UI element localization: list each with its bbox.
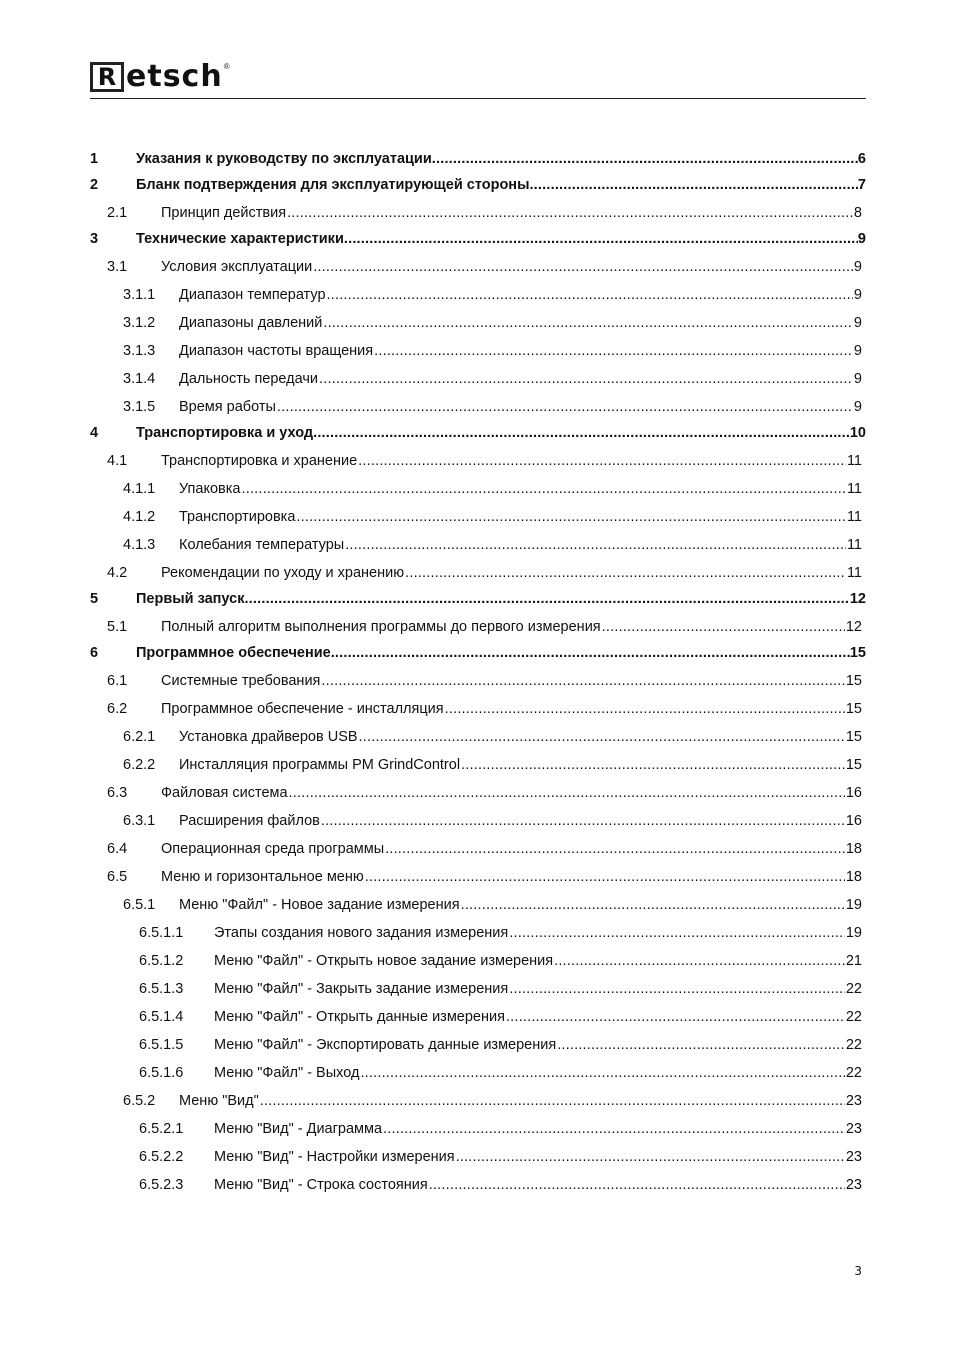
toc-entry[interactable] [90, 607, 866, 635]
toc-entry-number: 4.1 [107, 453, 128, 469]
toc-entry-page: 11 [846, 481, 862, 497]
toc-dot-leader [405, 565, 846, 581]
toc-entry-page: 22 [845, 1009, 862, 1025]
toc-entry-number: 6.5.1.2 [139, 953, 184, 969]
toc-entry-number: 4 [90, 425, 99, 441]
page-number: 3 [854, 1264, 862, 1278]
toc-entry[interactable] [90, 717, 866, 745]
toc-entry[interactable] [90, 773, 866, 801]
toc-entry-title: Диапазон температур [179, 287, 326, 303]
logo-text: etsch [126, 59, 223, 94]
page-header [90, 60, 866, 99]
toc-entry-page: 18 [845, 841, 862, 857]
toc-entry-page: 6 [857, 151, 866, 167]
toc-entry-title: Меню "Файл" - Открыть новое задание измерения [214, 953, 554, 969]
toc-dot-leader [321, 813, 845, 829]
toc-dot-leader [323, 315, 853, 331]
toc-entry-number: 2.1 [107, 205, 128, 221]
toc-entry-number: 6.3 [107, 785, 128, 801]
toc-entry-title: Транспортировка [179, 509, 296, 525]
toc-dot-leader [287, 205, 853, 221]
toc-entry[interactable] [90, 969, 866, 997]
toc-entry[interactable] [90, 829, 866, 857]
toc-entry-page: 15 [845, 673, 862, 689]
toc-dot-leader [445, 701, 845, 717]
toc-entry[interactable] [90, 387, 866, 415]
toc-entry[interactable] [90, 141, 866, 167]
toc-entry-number: 6.5.1.1 [139, 925, 184, 941]
toc-entry[interactable] [90, 247, 866, 275]
toc-dot-leader [319, 371, 853, 387]
toc-entry[interactable] [90, 275, 866, 303]
toc-entry-number: 6.5.2.3 [139, 1177, 184, 1193]
toc-dot-leader [296, 509, 846, 525]
toc-dot-leader [506, 1009, 845, 1025]
toc-entry-page: 12 [845, 619, 862, 635]
toc-entry-number: 6.3.1 [123, 813, 156, 829]
toc-entry-title: Меню "Файл" - Выход [214, 1065, 360, 1081]
toc-entry-number: 3.1.1 [123, 287, 156, 303]
toc-entry[interactable] [90, 221, 866, 247]
toc-entry-title: Меню "Вид" - Диаграмма [214, 1121, 383, 1137]
toc-entry-page: 9 [853, 287, 862, 303]
toc-entry-page: 9 [853, 371, 862, 387]
toc-entry-number: 4.1.2 [123, 509, 156, 525]
toc-entry-page: 23 [845, 1093, 862, 1109]
toc-dot-leader [345, 537, 846, 553]
toc-entry-title: Операционная среда программы [161, 841, 385, 857]
toc-entry-number: 6.5.2 [123, 1093, 156, 1109]
toc-entry-number: 6.2.2 [123, 757, 156, 773]
toc-entry-page: 10 [849, 425, 866, 441]
toc-entry-page: 9 [853, 259, 862, 275]
toc-entry-number: 6.5.1.6 [139, 1065, 184, 1081]
toc-dot-leader [456, 1149, 845, 1165]
toc-entry-page: 23 [845, 1149, 862, 1165]
toc-entry-page: 15 [845, 757, 862, 773]
toc-dot-leader [359, 729, 845, 745]
toc-dot-leader [289, 785, 845, 801]
toc-dot-leader [358, 453, 846, 469]
toc-entry-page: 19 [845, 897, 862, 913]
toc-dot-leader [429, 1177, 845, 1193]
toc-entry-page: 15 [845, 701, 862, 717]
toc-entry[interactable] [90, 913, 866, 941]
toc-dot-leader [327, 287, 853, 303]
toc-entry-page: 23 [845, 1121, 862, 1137]
toc-dot-leader [374, 343, 853, 359]
toc-entry-page: 16 [845, 785, 862, 801]
toc-entry-page: 15 [845, 729, 862, 745]
toc-entry-title: Транспортировка и уход [136, 425, 314, 441]
toc-dot-leader [509, 981, 845, 997]
toc-entry[interactable] [90, 941, 866, 969]
toc-entry-title: Инсталляция программы PM GrindControl [179, 757, 461, 773]
toc-entry-page: 11 [846, 509, 862, 525]
toc-entry[interactable] [90, 745, 866, 773]
toc-entry-title: Меню "Файл" - Новое задание измерения [179, 897, 460, 913]
toc-entry-page: 9 [857, 231, 866, 247]
toc-dot-leader [313, 259, 853, 275]
retsch-logo [90, 59, 230, 94]
toc-entry[interactable] [90, 1109, 866, 1137]
toc-entry-number: 3 [90, 231, 99, 247]
toc-entry-number: 4.1.3 [123, 537, 156, 553]
toc-entry[interactable] [90, 801, 866, 829]
toc-entry-title: Программное обеспечение [136, 645, 331, 661]
toc-entry-number: 5.1 [107, 619, 128, 635]
toc-dot-leader [509, 925, 845, 941]
registered-mark: ® [223, 62, 230, 71]
toc-entry[interactable] [90, 1165, 866, 1193]
toc-entry-page: 21 [845, 953, 862, 969]
toc-entry-number: 3.1.4 [123, 371, 156, 387]
toc-dot-leader [360, 1065, 844, 1081]
toc-entry-number: 3.1.5 [123, 399, 156, 415]
toc-entry[interactable] [90, 193, 866, 221]
toc-entry-page: 9 [853, 399, 862, 415]
toc-entry-title: Первый запуск [136, 591, 245, 607]
toc-dot-leader [602, 619, 845, 635]
toc-dot-leader [241, 481, 845, 497]
toc-entry-number: 6.5.1.4 [139, 1009, 184, 1025]
toc-entry[interactable] [90, 359, 866, 387]
toc-entry-number: 6.1 [107, 673, 128, 689]
toc-entry[interactable] [90, 1081, 866, 1109]
toc-entry[interactable] [90, 661, 866, 689]
toc-entry[interactable] [90, 415, 866, 441]
toc-dot-leader [244, 591, 849, 607]
toc-dot-leader [277, 399, 853, 415]
toc-dot-leader [529, 177, 857, 193]
toc-entry-number: 6.5.2.1 [139, 1121, 184, 1137]
toc-entry-number: 6.2 [107, 701, 128, 717]
toc-entry-number: 2 [90, 177, 99, 193]
toc-entry-page: 12 [849, 591, 866, 607]
toc-dot-leader [365, 869, 845, 885]
toc-entry-page: 22 [845, 1037, 862, 1053]
toc-entry-title: Рекомендации по уходу и хранению [161, 565, 405, 581]
toc-entry-title: Полный алгоритм выполнения программы до первого измерения [161, 619, 601, 635]
toc-entry-title: Меню "Вид" [179, 1093, 259, 1109]
toc-entry-title: Системные требования [161, 673, 321, 689]
toc-entry-title: Меню "Вид" - Настройки измерения [214, 1149, 455, 1165]
toc-entry-title: Упаковка [179, 481, 241, 497]
toc-entry-page: 8 [853, 205, 862, 221]
toc-entry-page: 15 [849, 645, 866, 661]
toc-dot-leader [313, 425, 850, 441]
toc-entry-number: 3.1.3 [123, 343, 156, 359]
toc-entry[interactable] [90, 1025, 866, 1053]
toc-entry-number: 1 [90, 151, 99, 167]
toc-entry[interactable] [90, 885, 866, 913]
toc-entry-page: 19 [845, 925, 862, 941]
toc-entry-page: 22 [845, 981, 862, 997]
toc-entry[interactable] [90, 857, 866, 885]
toc-entry-page: 22 [845, 1065, 862, 1081]
toc-entry[interactable] [90, 635, 866, 661]
toc-entry-title: Указания к руководству по эксплуатации [136, 151, 432, 167]
toc-entry-title: Меню и горизонтальное меню [161, 869, 364, 885]
toc-entry[interactable] [90, 167, 866, 193]
toc-entry-number: 6.5.1.5 [139, 1037, 184, 1053]
logo-mark: R [90, 62, 124, 92]
toc-entry-title: Принцип действия [161, 205, 287, 221]
toc-entry-page: 11 [846, 565, 862, 581]
toc-entry-page: 9 [853, 315, 862, 331]
toc-entry-title: Диапазоны давлений [179, 315, 323, 331]
toc-entry[interactable] [90, 553, 866, 581]
toc-entry[interactable] [90, 303, 866, 331]
toc-dot-leader [321, 673, 844, 689]
toc-entry-page: 16 [845, 813, 862, 829]
toc-dot-leader [554, 953, 845, 969]
toc-entry-title: Меню "Файл" - Закрыть задание измерения [214, 981, 509, 997]
toc-entry-title: Диапазон частоты вращения [179, 343, 374, 359]
toc-entry[interactable] [90, 331, 866, 359]
toc-entry-page: 7 [857, 177, 866, 193]
toc-dot-leader [383, 1121, 845, 1137]
toc-entry-page: 23 [845, 1177, 862, 1193]
toc-entry-title: Этапы создания нового задания измерения [214, 925, 509, 941]
toc-entry-number: 6.5.1 [123, 897, 156, 913]
toc-entry-number: 4.2 [107, 565, 128, 581]
toc-entry-title: Расширения файлов [179, 813, 320, 829]
toc-dot-leader [557, 1037, 845, 1053]
table-of-contents [90, 141, 866, 1193]
toc-entry[interactable] [90, 525, 866, 553]
toc-entry-number: 5 [90, 591, 99, 607]
toc-entry-title: Колебания температуры [179, 537, 345, 553]
toc-entry[interactable] [90, 689, 866, 717]
toc-dot-leader [344, 231, 858, 247]
toc-entry[interactable] [90, 1137, 866, 1165]
toc-entry-page: 18 [845, 869, 862, 885]
toc-entry-page: 11 [846, 453, 862, 469]
toc-entry-title: Дальность передачи [179, 371, 319, 387]
toc-entry-title: Меню "Файл" - Открыть данные измерения [214, 1009, 505, 1025]
toc-entry[interactable] [90, 581, 866, 607]
toc-dot-leader [385, 841, 845, 857]
toc-entry[interactable] [90, 1053, 866, 1081]
toc-entry-number: 3.1.2 [123, 315, 156, 331]
toc-entry-title: Бланк подтверждения для эксплуатирующей стороны [136, 177, 530, 193]
toc-entry-title: Меню "Вид" - Строка состояния [214, 1177, 428, 1193]
toc-entry[interactable] [90, 997, 866, 1025]
toc-entry-title: Меню "Файл" - Экспортировать данные измерения [214, 1037, 557, 1053]
toc-entry-number: 6.5.2.2 [139, 1149, 184, 1165]
toc-entry[interactable] [90, 441, 866, 469]
toc-entry-number: 6.5 [107, 869, 128, 885]
toc-entry-page: 11 [846, 537, 862, 553]
toc-entry-title: Программное обеспечение - инсталляция [161, 701, 444, 717]
toc-entry-number: 3.1 [107, 259, 128, 275]
toc-dot-leader [260, 1093, 845, 1109]
toc-entry-title: Условия эксплуатации [161, 259, 313, 275]
toc-entry-number: 4.1.1 [123, 481, 156, 497]
toc-dot-leader [432, 151, 858, 167]
toc-entry-number: 6.2.1 [123, 729, 156, 745]
toc-dot-leader [461, 757, 845, 773]
toc-entry-title: Транспортировка и хранение [161, 453, 358, 469]
toc-entry-title: Технические характеристики [136, 231, 344, 247]
toc-entry-number: 6 [90, 645, 99, 661]
toc-entry-title: Время работы [179, 399, 276, 415]
toc-entry[interactable] [90, 497, 866, 525]
toc-dot-leader [461, 897, 845, 913]
toc-entry[interactable] [90, 469, 866, 497]
toc-entry-title: Установка драйверов USB [179, 729, 358, 745]
toc-dot-leader [331, 645, 850, 661]
toc-entry-number: 6.5.1.3 [139, 981, 184, 997]
toc-entry-title: Файловая система [161, 785, 288, 801]
toc-entry-number: 6.4 [107, 841, 128, 857]
toc-entry-page: 9 [853, 343, 862, 359]
